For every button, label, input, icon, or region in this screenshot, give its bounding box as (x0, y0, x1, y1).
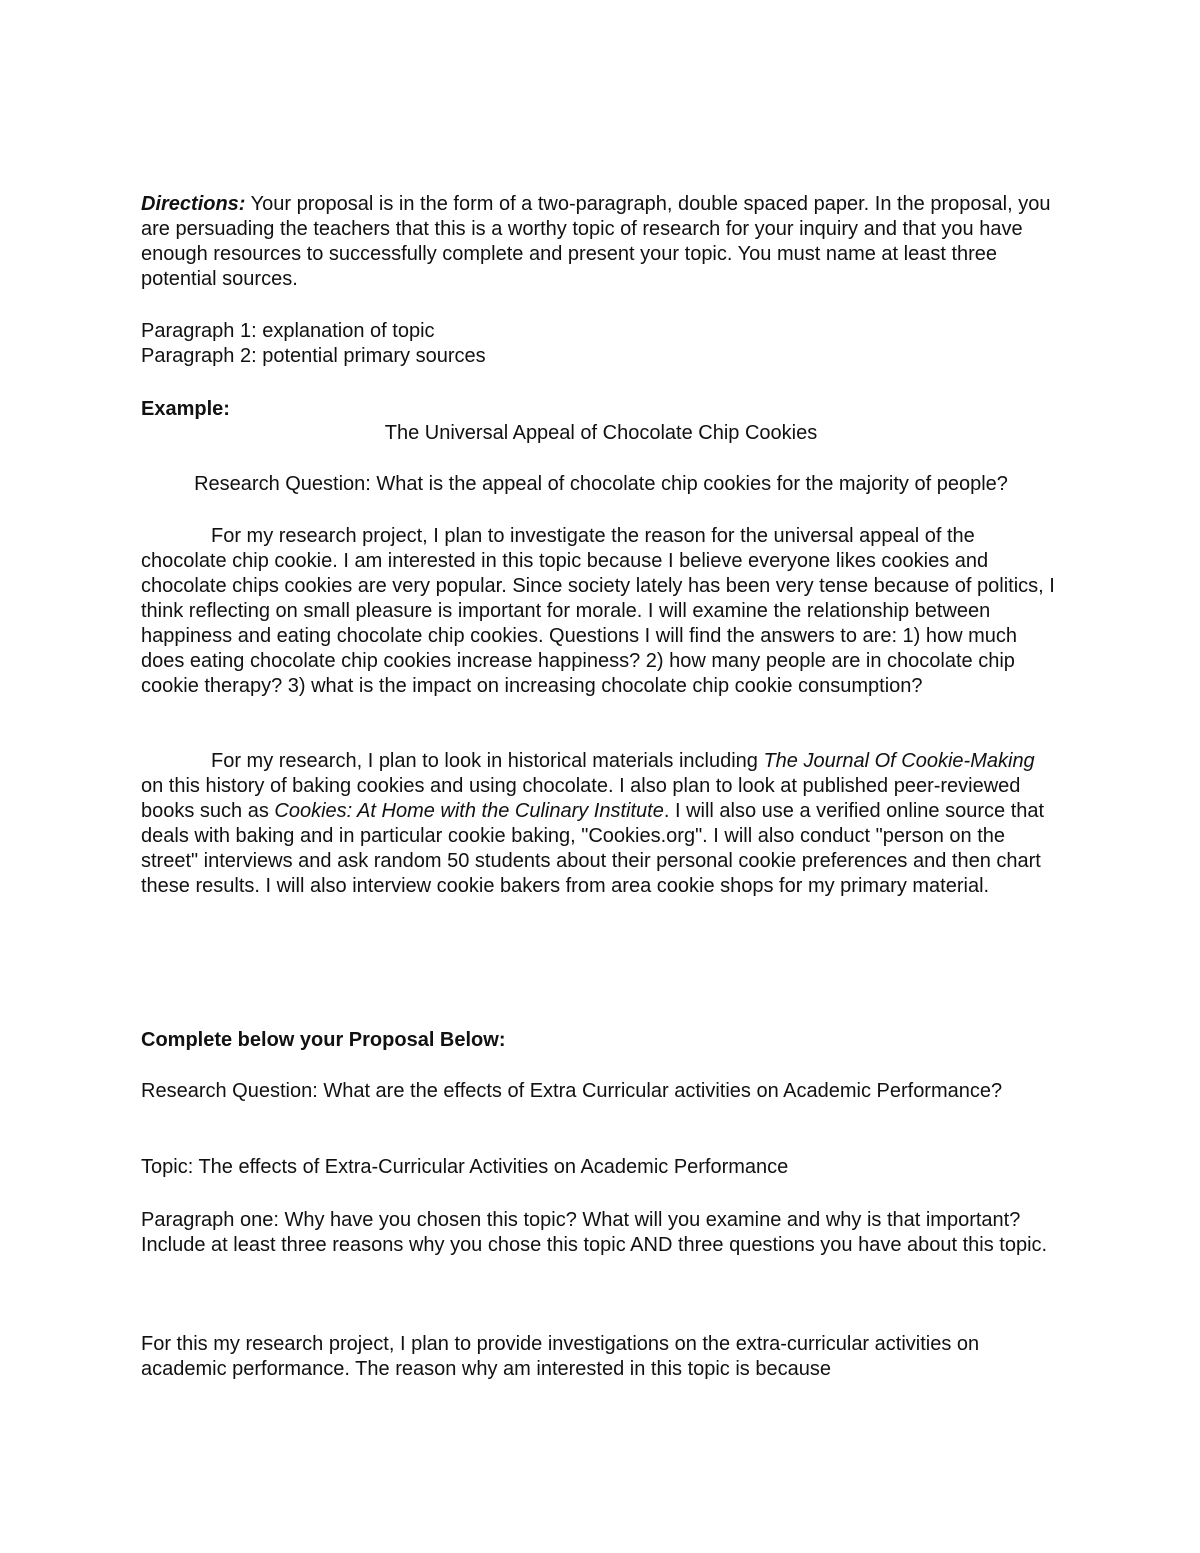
example-paragraph-two (141, 749, 1061, 899)
directions-paragraph (141, 192, 1061, 292)
directions-text: Your proposal is in the form of a two-paragraph, double spaced paper. In the proposal, you are persuading the teachers that this is a worthy topic of research for your inquiry and that you have enough resources to successfully complete and present your topic. You must name at least three potential sources. (141, 193, 1051, 290)
journal-title: The Journal Of Cookie-Making (763, 750, 1035, 772)
example-paragraph-one: For my research project, I plan to investigate the reason for the universal appeal of the chocolate chip cookie. I am interested in this topic because I believe everyone likes cookies and chocolate chips cookies are very popular. Since society lately has been very tense because of politics, I think reflecting on small pleasure is important for morale. I will examine the relationship between happiness and eating chocolate chip cookies. Questions I will find the answers to are: 1) how much does eating chocolate chip cookies increase happiness? 2) how many people are in chocolate chip cookie therapy? 3) what is the impact on increasing chocolate chip cookie consumption? (141, 525, 1055, 697)
example-paragraph-two-part1: For my research, I plan to look in historical materials including (211, 750, 764, 772)
directions-label: Directions: (141, 193, 246, 215)
paragraph-1-description: Paragraph 1: explanation of topic (141, 320, 435, 342)
proposal-answer: For this my research project, I plan to provide investigations on the extra-curricular activities on academic performance. The reason why am interested in this topic is because (141, 1333, 980, 1380)
example-research-question: Research Question: What is the appeal of chocolate chip cookies for the majority of people? (194, 473, 1008, 495)
proposal-topic: Topic: The effects of Extra-Curricular Activities on Academic Performance (141, 1156, 789, 1178)
proposal-research-question: Research Question: What are the effects of Extra Curricular activities on Academic Performance? (141, 1080, 1003, 1102)
example-label: Example: (141, 398, 230, 420)
example-paragraph-two-part2: on this history of baking cookies and using chocolate. I also plan to look at published peer-reviewed books such as (141, 775, 1021, 822)
proposal-heading: Complete below your Proposal Below: (141, 1029, 506, 1051)
example-paragraph-two-part3: . I will also use a verified online source that deals with baking and in particular cookie baking, "Cookies.org". I will also conduct "person on the street" interviews and ask random 50 students about their personal cookie preferences and then chart these results. I will also interview cookie bakers from area cookie shops for my primary material. (141, 800, 1045, 897)
proposal-paragraph-one-prompt: Paragraph one: Why have you chosen this topic? What will you examine and why is that important? Include at least three reasons why you chose this topic AND three questions you have about this topic. (141, 1209, 1048, 1256)
paragraph-2-description: Paragraph 2: potential primary sources (141, 345, 486, 367)
book-title: Cookies: At Home with the Culinary Institute (274, 800, 664, 822)
example-title: The Universal Appeal of Chocolate Chip Cookies (384, 422, 818, 444)
